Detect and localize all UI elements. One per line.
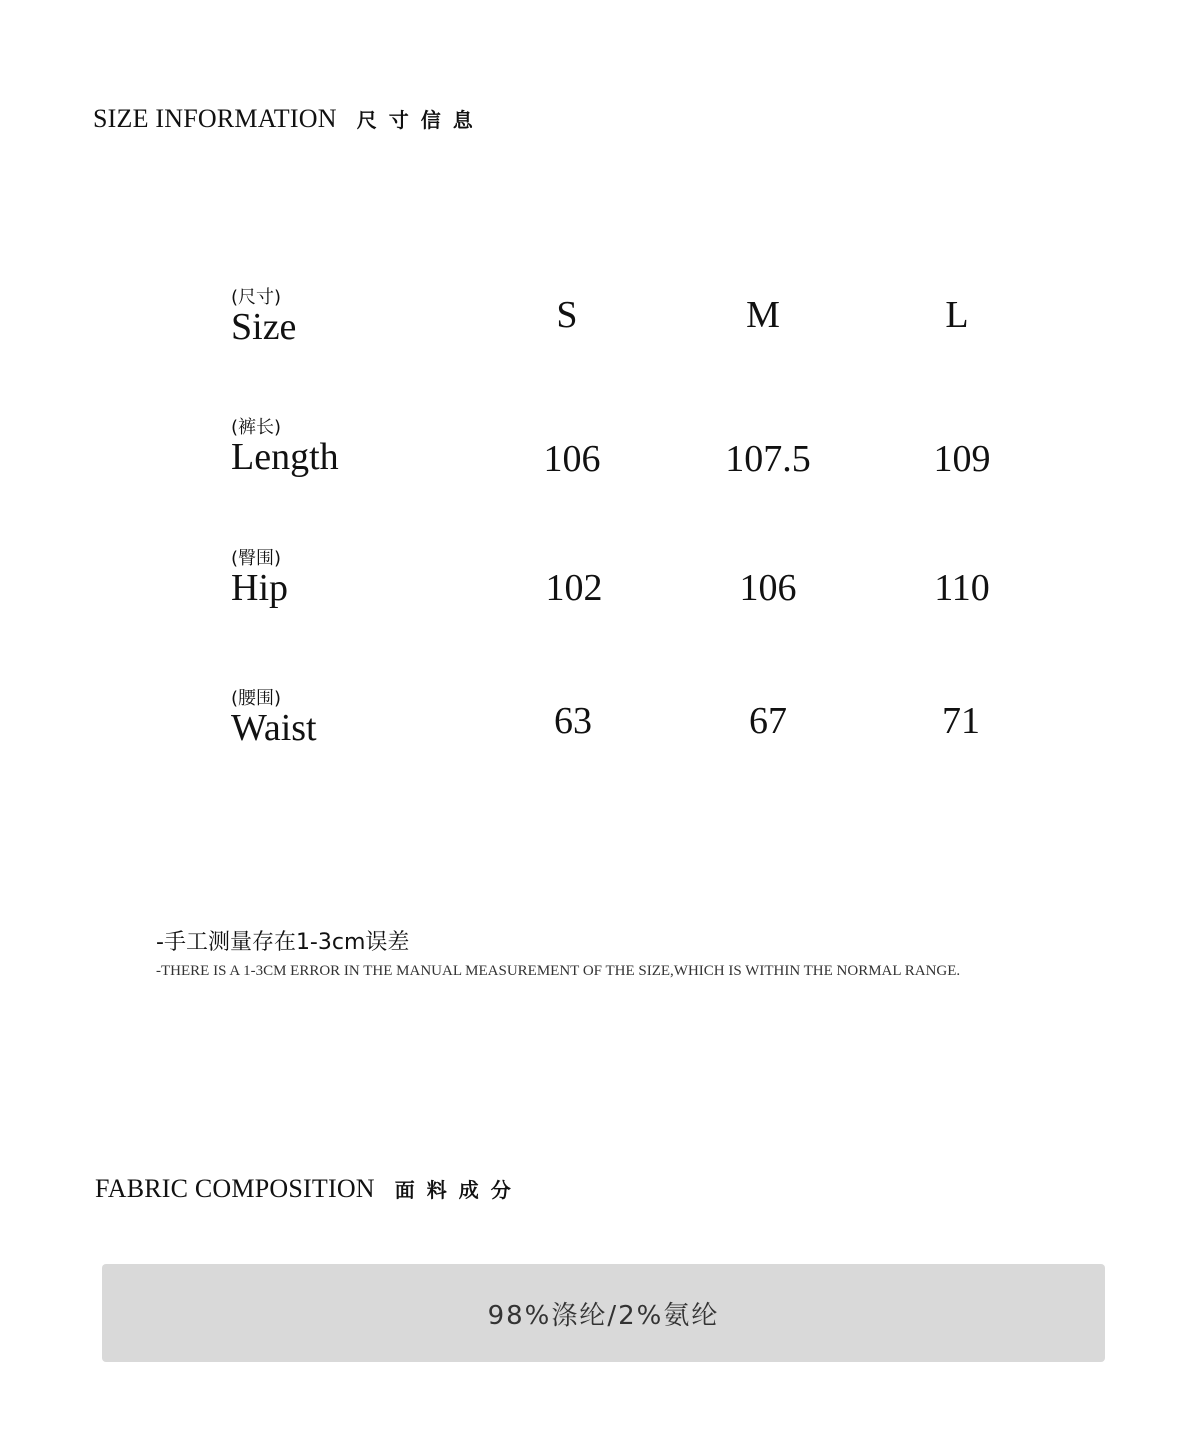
table-row-label-hip	[231, 549, 288, 607]
fabric-composition-title-en: FABRIC COMPOSITION	[95, 1174, 375, 1203]
row-label-cn: (腰围)	[231, 688, 282, 709]
row-label-cn: (裤长)	[231, 417, 282, 438]
size-information-title-en: SIZE INFORMATION	[93, 104, 337, 133]
row-label-cn: (臀围)	[231, 548, 282, 569]
row-label-en: Length	[231, 436, 339, 478]
size-cell-l: L	[945, 294, 969, 336]
table-row-label-size	[231, 288, 296, 346]
waist-cell-l: 71	[942, 700, 980, 742]
row-label-cn: (尺寸)	[231, 287, 282, 308]
length-cell-l: 109	[933, 438, 991, 480]
hip-cell-s: 102	[545, 567, 603, 609]
table-row-label-waist	[231, 689, 317, 747]
row-label-en: Hip	[231, 567, 288, 609]
size-cell-s: S	[556, 294, 578, 336]
measurement-note-en: -THERE IS A 1-3CM ERROR IN THE MANUAL MEASUREMENT OF THE SIZE,WHICH IS WITHIN THE NORMAL RANGE.	[156, 963, 961, 979]
waist-cell-m: 67	[749, 700, 787, 742]
fabric-composition-title-cn: 面料成分	[394, 1178, 523, 1202]
hip-cell-m: 106	[739, 567, 797, 609]
size-information-heading	[93, 104, 485, 134]
size-information-title-cn: 尺寸信息	[356, 108, 485, 132]
composition-box	[102, 1264, 1105, 1362]
table-row-label-length	[231, 418, 339, 476]
composition-text: 98%涤纶/2%氨纶	[487, 1300, 720, 1331]
fabric-composition-heading	[95, 1174, 523, 1204]
row-label-en: Waist	[231, 707, 317, 749]
row-label-en: Size	[231, 306, 297, 348]
length-cell-s: 106	[543, 438, 601, 480]
size-cell-m: M	[746, 294, 780, 336]
hip-cell-l: 110	[934, 567, 990, 609]
waist-cell-s: 63	[554, 700, 592, 742]
length-cell-m: 107.5	[725, 438, 811, 480]
measurement-note-cn: -手工测量存在1-3cm误差	[156, 930, 410, 955]
